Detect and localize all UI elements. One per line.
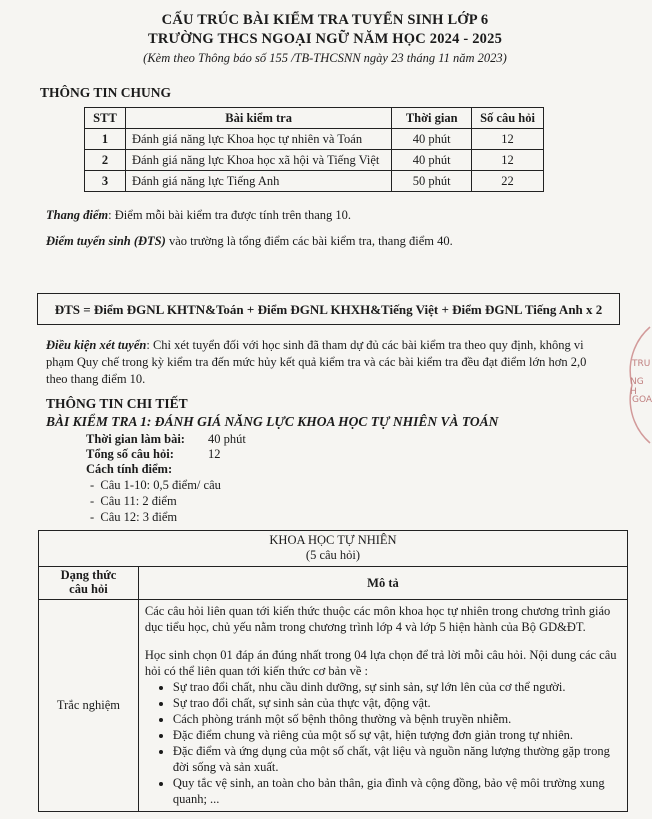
condition-paragraph xyxy=(46,337,606,388)
stamp-text: NG H xyxy=(630,377,644,397)
column-header: Thời gian xyxy=(392,108,472,129)
dts-paragraph xyxy=(46,233,626,250)
count-value: 12 xyxy=(208,447,221,461)
row-count: 12 xyxy=(472,129,544,150)
row-count: 12 xyxy=(472,150,544,171)
section-heading-general: THÔNG TIN CHUNG xyxy=(40,85,172,100)
doc-title-line1: CẤU TRÚC BÀI KIỂM TRA TUYỂN SINH LỚP 6 xyxy=(161,12,489,28)
row-stt: 3 xyxy=(85,171,126,192)
doc-title-line2: TRƯỜNG THCS NGOẠI NGỮ NĂM HỌC 2024 - 2025 xyxy=(147,31,503,47)
scoring-item-text: Câu 12: 3 điểm xyxy=(100,510,178,524)
dts-label: Điểm tuyển sinh (ĐTS) xyxy=(46,234,166,248)
knowledge-list xyxy=(145,679,619,807)
time-label: Thời gian làm bài: xyxy=(86,432,185,446)
column-header: Bài kiểm tra xyxy=(125,108,391,129)
scoring-item-text: Câu 1-10: 0,5 điểm/ câu xyxy=(100,478,221,492)
stamp xyxy=(622,325,650,445)
science-subtitle: (5 câu hỏi) xyxy=(305,548,361,562)
doc-subtitle: (Kèm theo Thông báo số 155 /TB-THCSNN ngày 23 tháng 11 năm 2023) xyxy=(143,51,507,65)
scale-text: : Điểm mỗi bài kiểm tra được tính trên thang 10. xyxy=(108,208,352,222)
list-item: • Sự trao đổi chất, nhu cầu dinh dưỡng, sự sinh sản, sự lớn lên của cơ thể người. xyxy=(173,679,619,695)
list-item: • Cách phòng tránh một số bệnh thông thường và bệnh truyền nhiễm. xyxy=(173,711,619,727)
science-title-cell xyxy=(39,531,628,567)
description-paragraph: Các câu hỏi liên quan tới kiến thức thuộc các môn khoa học tự nhiên trong chương trình giáo dục tiểu học, chủ yếu nằm trong chương trình lớp 4 và lớp 5 hiện hành của Bộ GD&ĐT. xyxy=(144,604,611,634)
table-row xyxy=(85,171,544,192)
column-header: STT xyxy=(85,108,126,129)
stamp-text: GOA xyxy=(632,395,652,405)
scoring-item-text: Câu 11: 2 điểm xyxy=(100,494,177,508)
dts-formula-box: ĐTS = Điểm ĐGNL KHTN&Toán + Điểm ĐGNL KHXH&Tiếng Việt + Điểm ĐGNL Tiếng Anh x 2 xyxy=(37,293,620,325)
column-header-type: Dạng thức câu hỏi xyxy=(39,567,139,600)
scoring-item: - Câu 12: 3 điểm xyxy=(90,510,178,524)
section-heading-detail: THÔNG TIN CHI TIẾT xyxy=(46,396,188,411)
row-count: 22 xyxy=(472,171,544,192)
row-stt: 1 xyxy=(85,129,126,150)
question-type: Trắc nghiệm xyxy=(39,600,139,812)
column-header-desc: Mô tả xyxy=(138,567,627,600)
scoring-item: - Câu 1-10: 0,5 điểm/ câu xyxy=(90,478,221,492)
table-row xyxy=(85,150,544,171)
dts-text: vào trường là tổng điểm các bài kiểm tra, thang điểm 40. xyxy=(165,234,453,248)
scoring-label: Cách tính điểm: xyxy=(86,462,173,476)
general-table-header xyxy=(85,108,544,129)
table-row xyxy=(85,129,544,150)
general-table xyxy=(84,107,544,192)
scale-label: Thang điểm xyxy=(46,208,109,222)
science-title: KHOA HỌC TỰ NHIÊN xyxy=(269,533,397,547)
row-stt: 2 xyxy=(85,150,126,171)
row-time: 50 phút xyxy=(392,171,472,192)
list-item: • Sự trao đổi chất, sự sinh sản của thực vật, động vật. xyxy=(173,695,619,711)
description-paragraph: Học sinh chọn 01 đáp án đúng nhất trong 04 lựa chọn để trả lời mỗi câu hỏi. Nội dung các câu hỏi có thể liên quan tới kiến thức cơ bản về : xyxy=(144,648,617,678)
column-header: Số câu hỏi xyxy=(472,108,544,129)
row-time: 40 phút xyxy=(392,129,472,150)
list-item: • Quy tắc vệ sinh, an toàn cho bản thân, gia đình và cộng đồng, bảo vệ môi trường xung quanh; ... xyxy=(173,775,619,807)
scoring-item: - Câu 11: 2 điểm xyxy=(90,494,177,508)
list-item: • Đặc điểm và ứng dụng của một số chất, vật liệu và nguồn năng lượng thường gặp trong đời sống và sản xuất. xyxy=(173,743,619,775)
science-title-row xyxy=(39,531,628,567)
row-test-name: Đánh giá năng lực Khoa học xã hội và Tiếng Việt xyxy=(125,150,391,171)
stamp-text: TRU xyxy=(632,359,651,369)
row-test-name: Đánh giá năng lực Tiếng Anh xyxy=(125,171,391,192)
row-time: 40 phút xyxy=(392,150,472,171)
test1-title: BÀI KIỂM TRA 1: ĐÁNH GIÁ NĂNG LỰC KHOA HỌC TỰ NHIÊN VÀ TOÁN xyxy=(46,414,499,429)
science-header-row xyxy=(39,567,628,600)
condition-text: : Chỉ xét tuyển đối với học sinh đã tham dự đủ các bài kiểm tra theo quy định, không vi phạm Quy chế trong kỳ kiểm tra đến mức hủy kết quả kiểm tra và các bài kiểm tra đều đạt điểm lớn hơn 2,0 theo thang điểm 10. xyxy=(46,338,587,386)
count-label: Tổng số câu hỏi: xyxy=(86,447,174,461)
science-table xyxy=(38,530,628,812)
condition-label: Điều kiện xét tuyển xyxy=(46,338,147,352)
list-item: • Đặc điểm chung và riêng của một số sự vật, hiện tượng đơn giản trong tự nhiên. xyxy=(173,727,619,743)
scale-paragraph xyxy=(46,207,626,224)
time-value: 40 phút xyxy=(208,432,246,446)
row-test-name: Đánh giá năng lực Khoa học tự nhiên và Toán xyxy=(125,129,391,150)
description-cell xyxy=(138,600,627,812)
science-content-row xyxy=(39,600,628,812)
